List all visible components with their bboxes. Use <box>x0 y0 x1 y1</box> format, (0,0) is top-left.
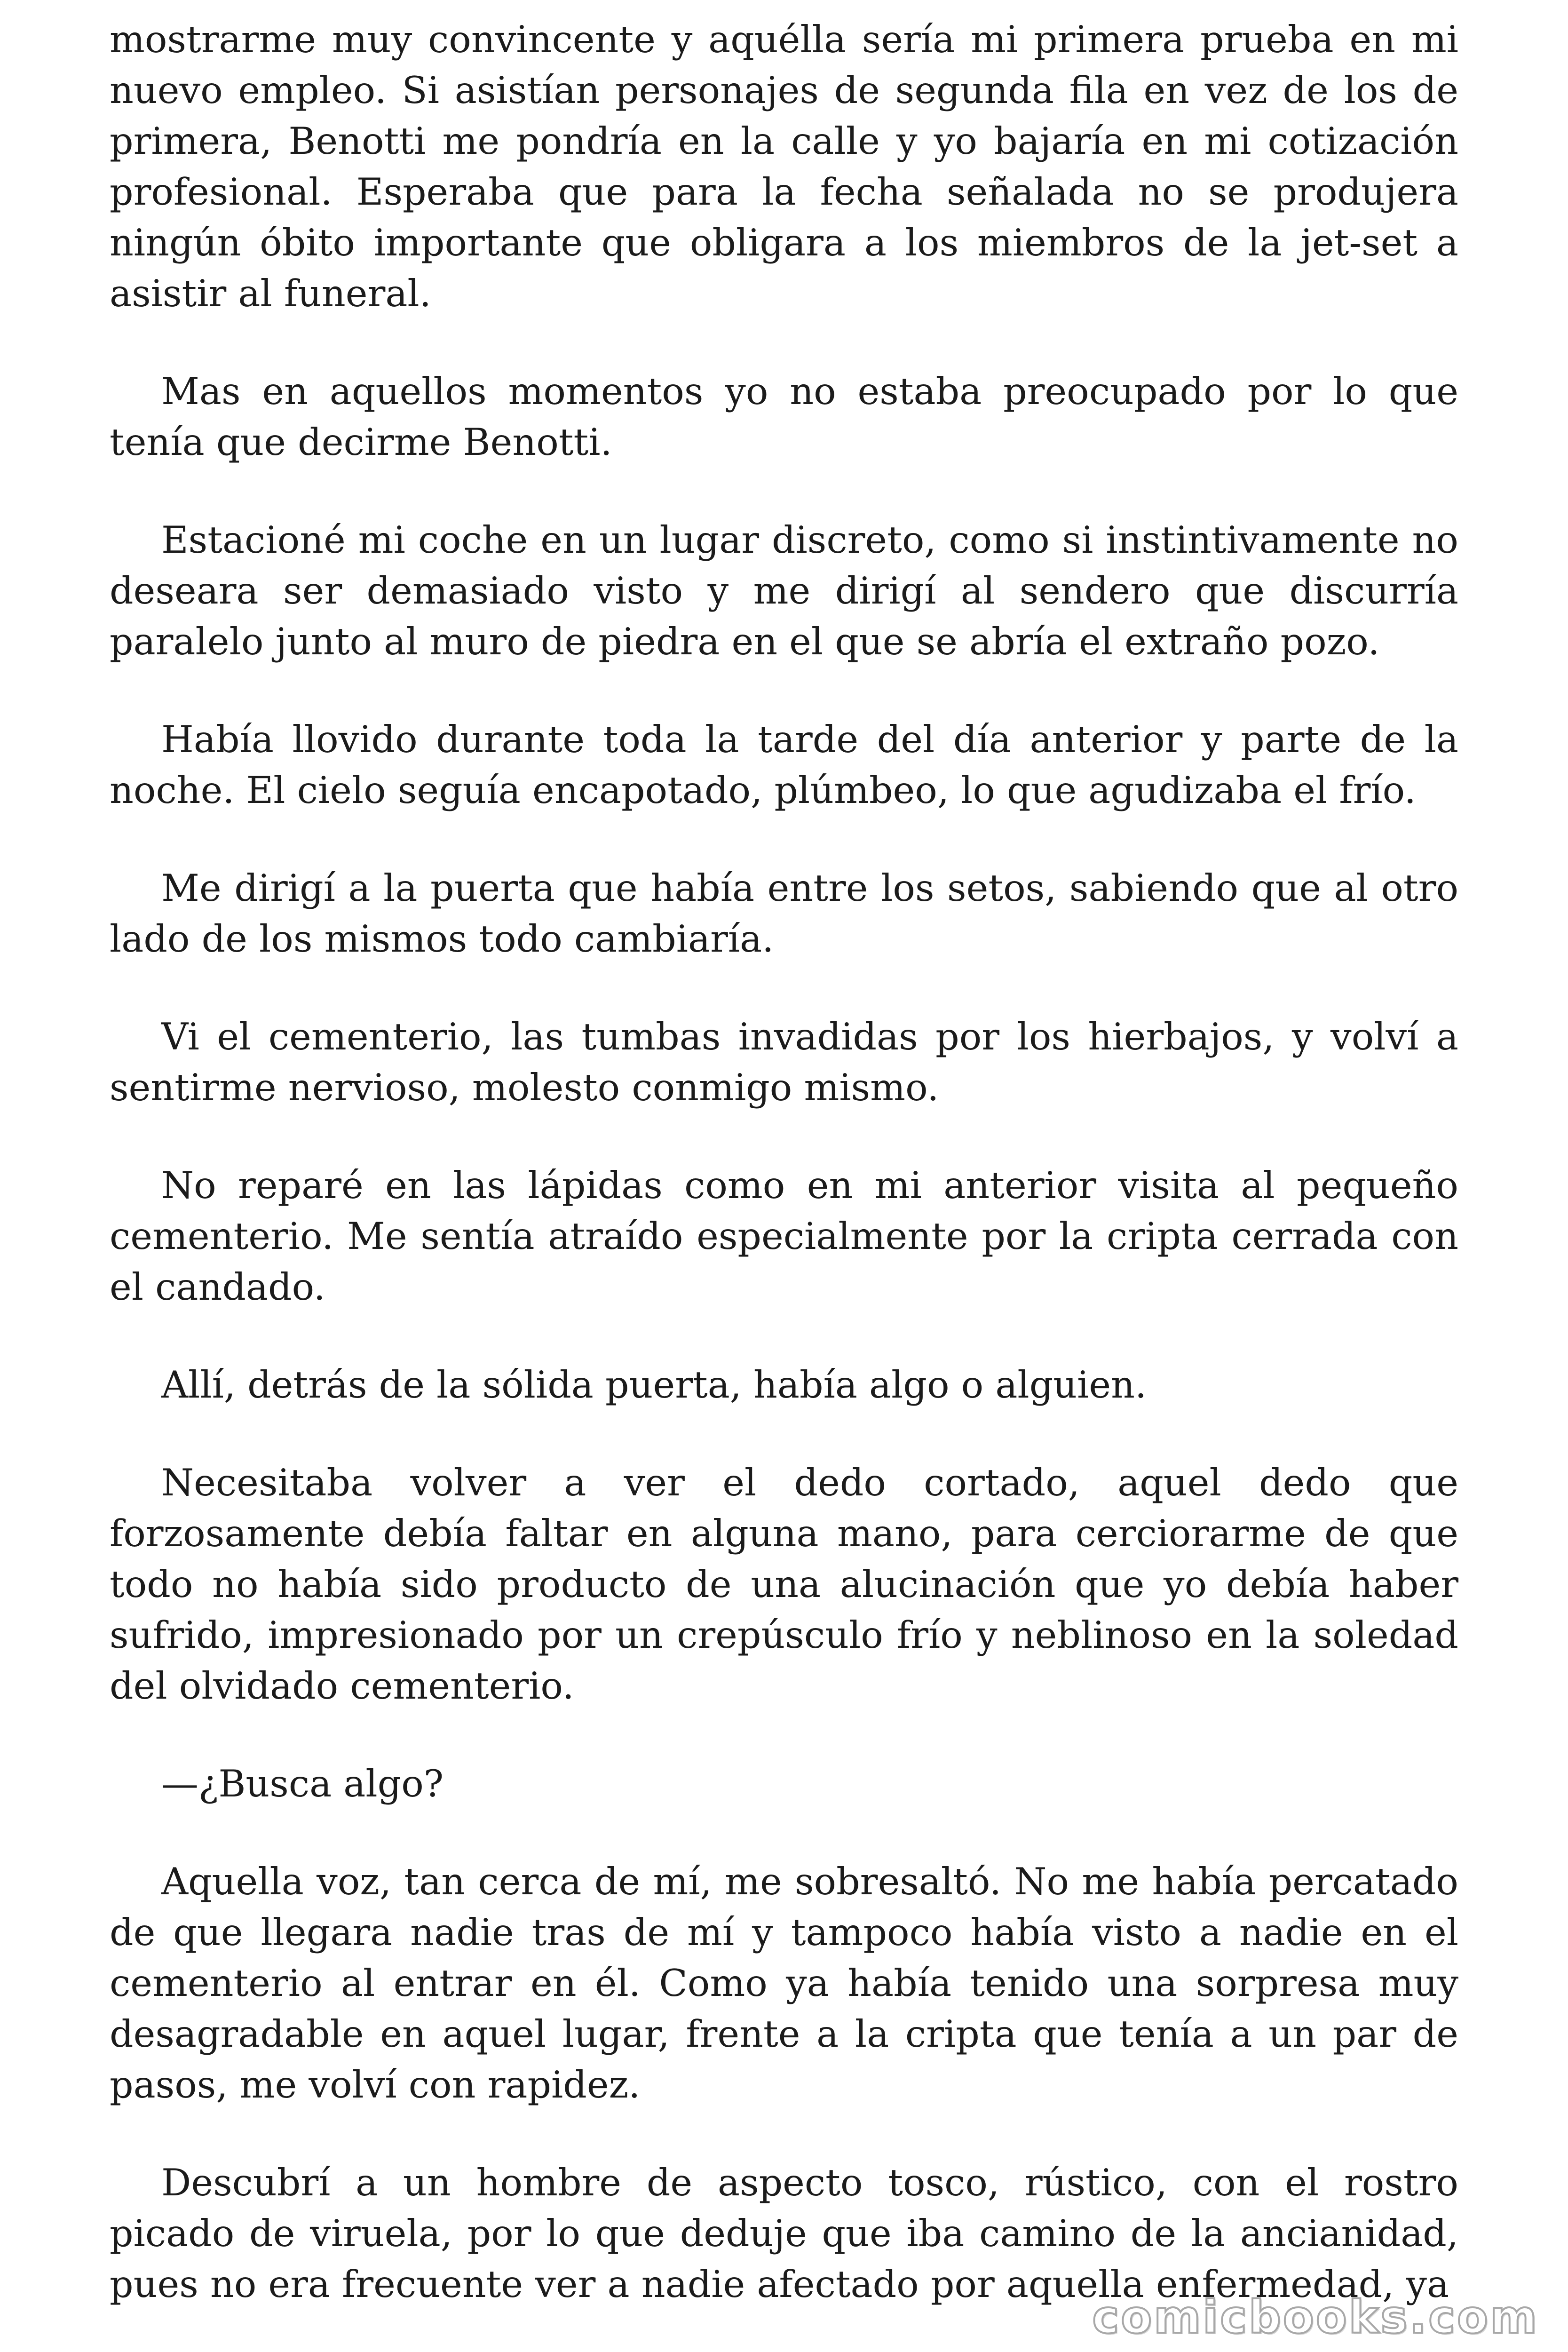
paragraph: Allí, detrás de la sólida puerta, había algo o alguien. <box>161 1363 1147 1406</box>
paragraph: Me dirigí a la puerta que había entre los setos, sabiendo que al otro lado de los mismos todo cambiaría. <box>110 866 1458 961</box>
paragraph: Aquella voz, tan cerca de mí, me sobresaltó. No me había percatado de que llegara nadie tras de mí y tampoco había visto a nadie en el cementerio al entrar en él. Como ya había tenido una sorpresa muy desagradable en aquel lugar, frente a la cripta que tenía a un par de pasos, me volví con rapidez. <box>110 1860 1458 2106</box>
paragraph: Vi el cementerio, las tumbas invadidas por los hierbajos, y volví a sentirme nervioso, molesto conmigo mismo. <box>110 1015 1458 1109</box>
paragraph: Estacioné mi coche en un lugar discreto, como si instintivamente no deseara ser demasiado visto y me dirigí al sendero que discurría paralelo junto al muro de piedra en el que se abría el extraño pozo. <box>110 518 1458 663</box>
paragraph: Mas en aquellos momentos yo no estaba preocupado por lo que tenía que decirme Benotti. <box>110 370 1458 464</box>
paragraph: Descubrí a un hombre de aspecto tosco, rústico, con el rostro picado de viruela, por lo que deduje que iba camino de la ancianidad, pues no era frecuente ver a nadie afectado por aquella enfermedad, ya <box>110 2161 1458 2306</box>
paragraph: Necesitaba volver a ver el dedo cortado, aquel dedo que forzosamente debía faltar en alguna mano, para cerciorarme de que todo no había sido producto de una alucinación que yo debía haber sufrido, impresionado por un crepúsculo frío y neblinoso en la soledad del olvidado cementerio. <box>110 1461 1458 1708</box>
book-page-text <box>110 14 1458 2310</box>
paragraph: mostrarme muy convincente y aquélla sería mi primera prueba en mi nuevo empleo. Si asistían personajes de segunda fila en vez de los de primera, Benotti me pondría en la calle y yo bajaría en mi cotización profesional. Esperaba que para la fecha señalada no se produjera ningún óbito importante que obligara a los miembros de la jet-set a asistir al funeral. <box>110 18 1458 315</box>
paragraph: Había llovido durante toda la tarde del día anterior y parte de la noche. El cielo seguía encapotado, plúmbeo, lo que agudizaba el frío. <box>110 718 1458 812</box>
watermark: comicbooks.com <box>1092 2291 1539 2344</box>
dialogue-line: —¿Busca algo? <box>161 1762 444 1805</box>
paragraph: No reparé en las lápidas como en mi anterior visita al pequeño cementerio. Me sentía atraído especialmente por la cripta cerrada con el candado. <box>110 1164 1458 1309</box>
